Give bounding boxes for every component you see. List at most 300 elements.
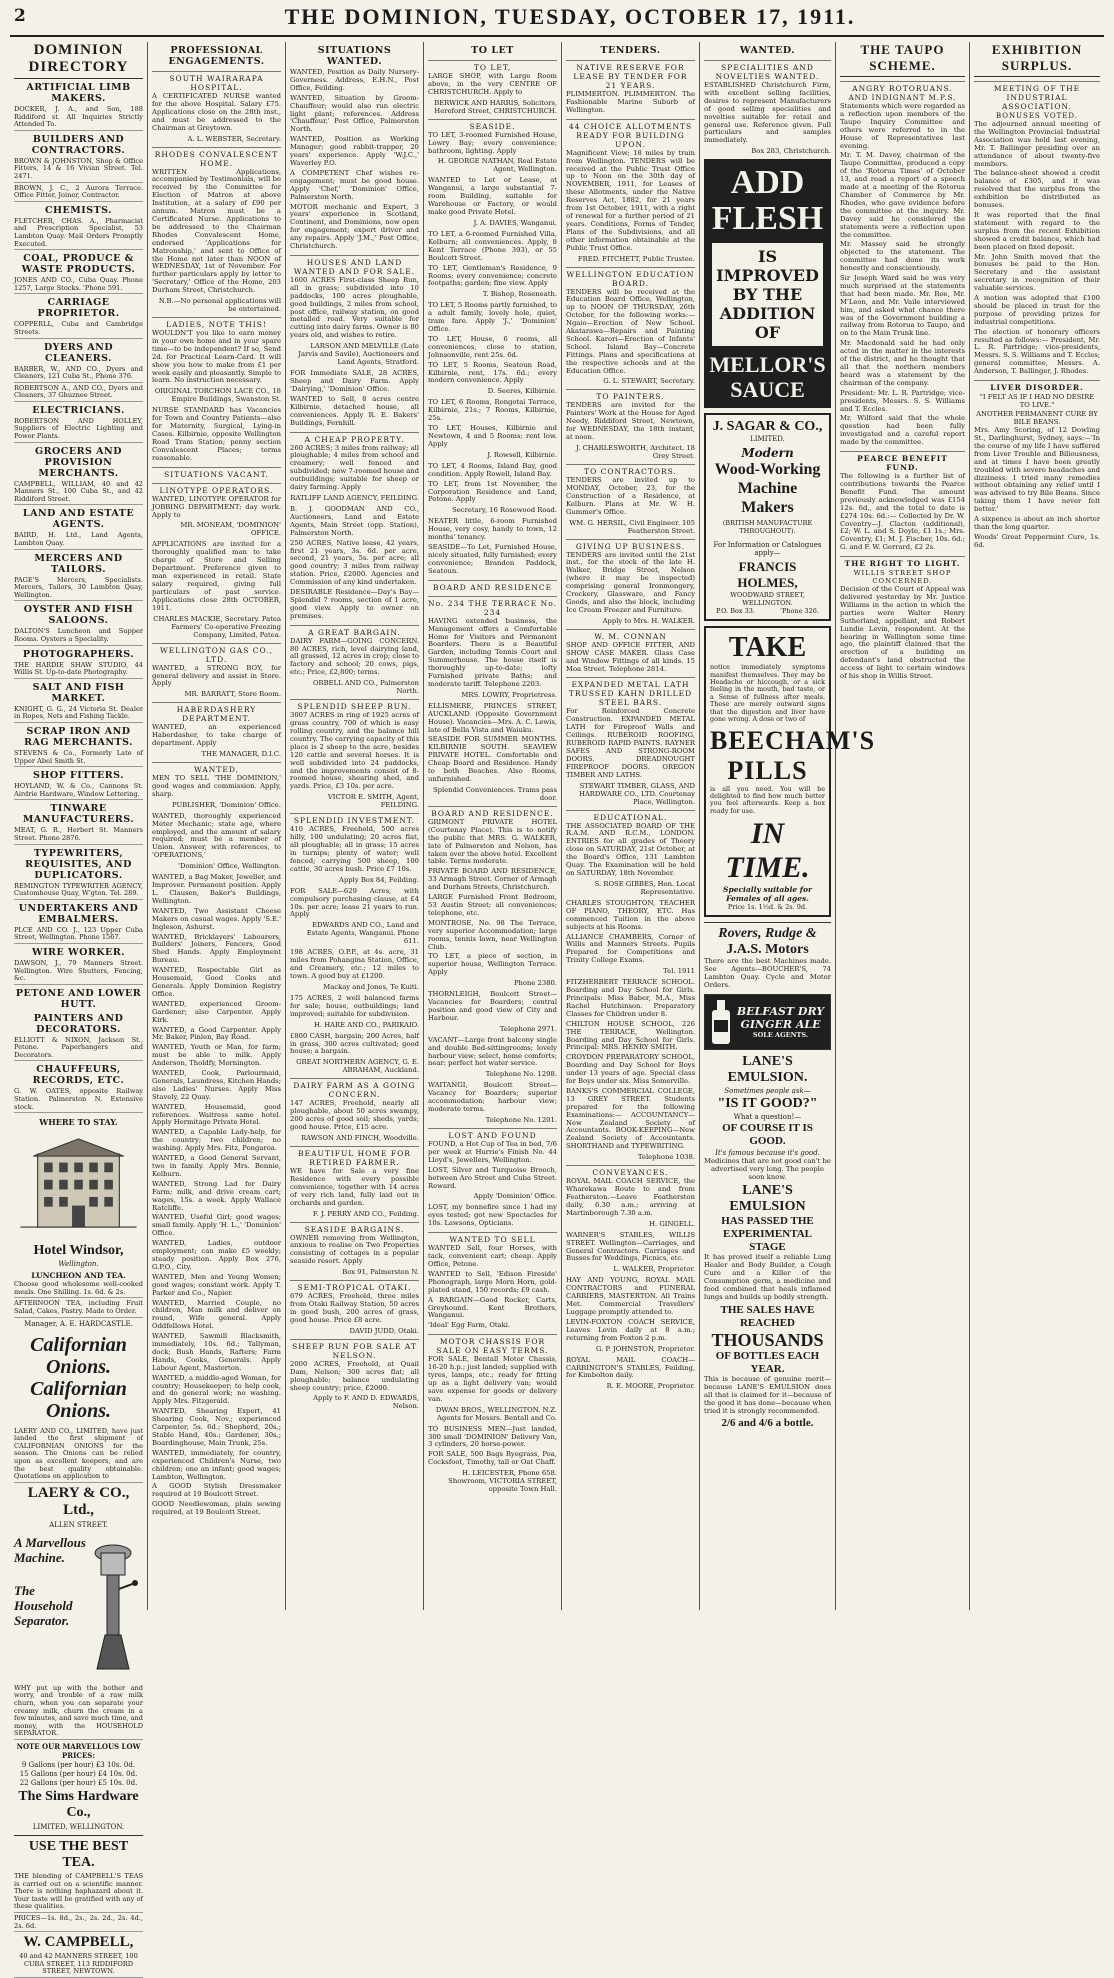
column-professional-engagements	[148, 42, 286, 1610]
article-paragraph: Statements which were regarded as a reflection upon members of the Taupo Inquiry Committee and others were referred to in the House of Representatives last evening.	[840, 102, 965, 150]
hotel-windsor-ad	[14, 1117, 143, 1267]
ad-text: THE ASSOCIATED BOARD OF THE R.A.M. AND R.C.M., LONDON. ENTRIES for all grades of Theory close on SATURDAY, 21st October, at the Board's Office, 131 Lambton Quay. The Examination will be held on SATURDAY, 18th November.	[566, 821, 695, 877]
ad-heading: SEASIDE BARGAINS.	[290, 1222, 419, 1234]
ad-text: THORNLEIGH, Boulcott Street—Vacancies for Boarders; central position and good view of City and Harbour.	[428, 990, 557, 1022]
directory-entry: BROWN & JOHNSTON, Shop & Office Fitters, 14 & 16 Vivian Street. Tel. 2471.	[14, 158, 143, 183]
directory-entry: G. W. OATES, opposite Railway Station. Palmerston N. Extensive stock.	[14, 1088, 143, 1113]
wanted-heading: WANTED.	[739, 45, 796, 56]
ad-signature: FRED. FITCHETT, Public Trustee.	[577, 254, 695, 263]
ad-text: WANTED, Respectable Girl as Housemaid, Good Cooks and Generals. Apply Dominion Registry Office.	[152, 966, 281, 998]
ad-heading: SITUATIONS VACANT.	[152, 467, 281, 479]
exhibition-sub2: BONUSES VOTED.	[995, 112, 1078, 120]
ad-signature: G. L. STEWART, Secretary.	[603, 377, 695, 386]
campbell-address: 40 and 42 MANNERS STREET, 100 CUBA STREET, 113 RIDDIFORD STREET, NEWTOWN.	[14, 1953, 143, 1978]
ad-text: MOTOR mechanic and Expert, 3 years' experience in Scotland, Continent, and Dominions, now open for engagement; expert driver and any repairs. Apply 'J.M.,' Post Office, Christchurch.	[290, 202, 419, 251]
pearce-text: The following is a further list of contributions towards the Pearce Benefit Fund. The amount previously acknowledged was £154 12s. 6d., and the total to date is £274 10s. 6d.:— Collected by Dr. W. Coventry—J. Clacton (additional), £2; W. L. and S. Doyle, £1 1s.; Mrs. Coventry, £1; M. J. Fischer, 10s. 6d.; G. and F. W. Gerrard, £2 2s.	[840, 472, 965, 552]
ad-text: TO LET, Houses, Kilbirnie and Newtown, 4 and 5 Rooms; rent low. Apply	[428, 424, 557, 448]
directory-section-heading: CHEMISTS.	[45, 204, 112, 216]
directory-section-heading: BUILDERS AND CONTRACTORS.	[31, 133, 126, 156]
take-heading: TAKE	[728, 632, 807, 664]
ad-text: CHARLES STOUGHTON, TEACHER OF PIANO, THEORY, ETC. Has commenced Tuition in the above subjects at his Rooms.	[566, 898, 695, 931]
ad-text: ROYAL MAIL COACH—CARRINGTON'S STABLES, Feilding, for Kimbolton daily.	[566, 1355, 695, 1380]
ad-heading: No. 234 THE TERRACE No. 234	[428, 596, 557, 617]
marvel-line5: Separator.	[14, 1612, 70, 1628]
price-line: 15 Gallons (per hour) £4 10s. 0d.	[19, 1769, 138, 1778]
hotel-building-illustration	[14, 1128, 143, 1238]
ad-text: WANTED, Ladies, outdoor employment; can make £5 weekly; steady position. Apply Box 276, G.P.O., City.	[152, 1239, 281, 1271]
ad-signature: H. LEICESTER, Phone 658. Showroom, VICTORIA STREET, opposite Town Hall.	[448, 1469, 557, 1494]
ad-heading: W. M. CONNAN	[566, 629, 695, 641]
ad-signature: MRS. LOWRY, Proprietress.	[461, 690, 557, 699]
directory-entry: DALTON'S Luncheon and Supper Rooms. Oysters a Speciality.	[14, 628, 143, 645]
ad-signature: 'Dominion' Office, Wellington.	[178, 862, 281, 871]
ad-heading: LOST AND FOUND	[428, 1128, 557, 1140]
column-situations-wanted	[286, 42, 424, 1610]
ad-text: WANTED, Housemaid, good references. Waitress same hotel. Apply Hermitage Private Hotel.	[152, 1102, 281, 1127]
sagar-agent: FRANCIS HOLMES,	[737, 559, 798, 591]
taupo-paragraphs	[840, 103, 965, 447]
ad-signature: H. GEORGE NATHAN, Real Estate Agent, Wellington.	[437, 157, 557, 174]
directory-section-heading: PETONE AND LOWER HUTT.	[15, 987, 142, 1010]
directory-entry: PAGE'S Mercers, Specialists. Mercers, Tailors, 30 Lambton Quay, Wellington.	[14, 577, 143, 602]
ad-text: ROYAL MAIL COACH SERVICE, the Wharekawa Route to and from Featherston.—Leave Featherston daily, 6.30 a.m.; arriving at Martinborough 7.30 a.m.	[566, 1177, 695, 1217]
article-paragraph: The adjourned annual meeting of the Wellington Provincial Industrial Association was held last evening, Mr. T. Ballinger presiding over an attendance of about twenty-five members.	[974, 120, 1100, 168]
directory-section-heading: UNDERTAKERS AND EMBALMERS.	[18, 902, 139, 925]
ad-signature: H. HARE AND CO., PARIKAIO.	[313, 1020, 419, 1029]
ad-text: DAIRY FARM—GOING CONCERN. 80 ACRES, rich, level dairying land, all grassed, 12 acres in crop; close to factory and school; 20 cows, pigs, etc.; Price, £2,800; terms.	[290, 636, 419, 677]
directory-section-heading: MERCERS AND TAILORS.	[34, 552, 123, 575]
ad-signature: STEWART TIMBER, GLASS, AND HARDWARE CO., LTD. Courtenay Place, Wellington.	[578, 781, 695, 806]
onions-line1: Californian Onions.	[30, 1333, 127, 1378]
ad-text: WANTED to Sell, 'Edison Fireside' Phonograph, large Morn Horn, gold-plated stand, 150 records; £9 cash.	[428, 1269, 557, 1294]
ad-text: £800 CASH, bargain; 200 Acres, half in grass, 300 acres cultivated; good house; a bargain.	[290, 1031, 419, 1056]
ad-text: FOR SALE, 500 Bags Ryegrass, Poa, Cocksfoot, Timothy, tall or Oat Chaff.	[428, 1450, 557, 1467]
liver-end: A sixpence is about an inch shorter than the long quarter.	[974, 515, 1100, 531]
ad-heading: EXPANDED METAL LATH TRUSSED KAHN DRILLED STEEL BARS.	[566, 677, 695, 707]
in-time: IN TIME.	[725, 817, 810, 885]
ad-text: TO LET, 5 Rooms partly furnished, to a adult family, lovely hole, quiet, tram fare. Apply 'J.,' 'Dominion' Office.	[428, 301, 557, 334]
ad-signature: Phone 2380.	[513, 979, 557, 988]
jas-motors: J.A.S. Motors	[726, 942, 809, 958]
liver-sub: "I FELT AS IF I HAD NO DESIRE TO LIVE."	[979, 393, 1095, 410]
directory-entry: THE HARDIE SHAW STUDIO, 44 Willis St. Up-to-date Photography.	[14, 662, 143, 679]
professional-engagements-heading: PROFESSIONAL ENGAGEMENTS.	[168, 45, 265, 67]
professional-ads	[152, 71, 281, 1517]
directory-entry: ROBERTSON AND HOLLEY, Suppliers of Electric Lighting and Power Plants.	[14, 418, 143, 443]
sauce-by-the: BY THE	[732, 285, 803, 305]
sauce-mellors: MELLOR'S	[709, 352, 826, 378]
ad-text: VACANT—Large front balcony single and double Bed-sittingrooms; lovely harbour view; select, home comforts; near; perfect hot water service.	[428, 1035, 557, 1068]
directory-entry: PLCE AND CO. J., 123 Upper Cuba Street, Wellington. Phone 1567.	[14, 927, 143, 944]
ad-signature: J. Rowsell, Kilbirnie.	[487, 450, 557, 459]
directory-entry: ELLIOTT & NIXON, Jackson St., Petone. Paperhangers and Decorators.	[14, 1037, 143, 1062]
ad-text: CROYDON PREPARATORY SCHOOL, Boarding and Day School for Boys under 13 years of age. Special class for Boys under six. Miss Somerville.	[566, 1053, 695, 1086]
ad-text: WANTED, Bricklayers' Labourers, Builders' Joiners, Fencers, Good Shed Hands. Apply Employment Bureau.	[152, 932, 281, 965]
marvel-line3: The	[14, 1582, 35, 1598]
sagar-contacts	[710, 607, 825, 615]
directory-section-heading: OYSTER AND FISH SALOONS.	[23, 604, 134, 627]
sagar-british: (BRITISH MANUFACTURE THROUGHOUT).	[722, 519, 813, 536]
hotel-where-to-stay: WHERE TO STAY.	[39, 1117, 118, 1128]
ad-signature: Secretary, 16 Rosewood Road.	[452, 506, 557, 515]
sims-hardware: The Sims Hardware Co.,	[18, 1788, 139, 1820]
ad-heading: BEAUTIFUL HOME FOR RETIRED FARMER.	[290, 1146, 419, 1167]
lanes-title: LANE'S EMULSION.	[727, 1053, 808, 1085]
ad-text: ALLIANCE CHAMBERS, Corner of Willis and Manners Streets. Pupils Prepared for Competitions and Trinity College Exams.	[566, 932, 695, 965]
ad-signature: Telephone No. 1298.	[485, 1070, 557, 1079]
ad-text: TO LET, 5 Rooms, Seatoun Road, Kilbirnie, rent, 17s. 6d.; every modern convenience. Apply	[428, 360, 557, 385]
ad-text: 679 ACRES, Freehold, three miles from Otaki Railway Station, 50 acres in good bush, 200 acres of grass, good house. Price £8 acre.	[290, 1292, 419, 1324]
lanes-thousands: THOUSANDS	[711, 1329, 824, 1350]
ad-heading: A CHEAP PROPERTY.	[290, 432, 419, 444]
ad-text: 198 ACRES, O.P.P., at 4s. acre, 31 miles from Pohangina Station, Office, and Creamery, etc.; 12 miles to town. A good buy at £1200.	[290, 948, 419, 981]
ad-text: FOR SALE, Bentall Motor Chassis, 16-20 h.p.; just landed; supplied with tyres, lamps, etc.; ready for fitting up as a light delivery van; would save expense for goods or delivery van.	[428, 1355, 557, 1403]
ad-signature: Splendid Conveniences. Trams pass door.	[432, 785, 557, 802]
situations-ads	[290, 69, 419, 1410]
lanes-medicines: Medicines that are not good can't be advertised very long. The people soon know.	[704, 1156, 831, 1181]
ad-text: GOOD Needlewoman, plain sewing required, at 19 Boulcott Street.	[152, 1500, 281, 1517]
ad-text: 175 ACRES, 2 well balanced farms for sale; house, outbuildings; land improved; suitable for subdivision.	[290, 993, 419, 1018]
rovers-text: There are the best Machines made. See Agents—BOUCHER'S, 74 Lambton Quay. Cycle and Motor Orders.	[704, 957, 831, 989]
ad-text: B. J. GOODMAN AND CO., Auctioneers, Land and Estate Agents, Main Street (opp. Station), Palmerston North.	[290, 504, 419, 537]
pearce-heading: PEARCE BENEFIT FUND.	[840, 451, 965, 472]
specialities-heading: SPECIALITIES AND NOVELTIES WANTED.	[704, 60, 831, 81]
directory-entry: BROWN, J. C., 2 Aurora Terrace. Office Fitter, Joiner, Contractor.	[14, 185, 143, 202]
beechams-pills-ad	[704, 626, 876, 917]
onions-text: LAERY AND CO., LIMITED, have just landed the first shipment of CALIFORNIAN ONIONS for the season. The Onions can be relied upon as excellent keepers, and are the best quality obtainable. Quotations on application to	[14, 1428, 143, 1483]
taupo-sub2: AND INDIGNANT M.P.S.	[848, 94, 957, 102]
ad-heading: WANTED TO SELL	[428, 1232, 557, 1244]
directory-section-heading: SHOP FITTERS.	[32, 770, 125, 782]
right-to-light-heading: THE RIGHT TO LIGHT.	[840, 556, 965, 568]
directory-section-heading: DYERS AND CLEANERS.	[43, 341, 114, 364]
ad-text: TENDERS are invited until the 21st inst., for the stock of the late H. Walker, Bridge Street, Nelson (where it may be inspected) comprising general Ironmongery, Crockery, Glassware, and Fancy Goods, and also the block, including Ice Cream Freezer and Furniture.	[566, 550, 695, 614]
ad-text: 3007 ACRES in ring of 1925 acres of grass country, 700 of which is easy rolling country, and the balance hill country. The carrying capacity of this place is 2 sheep to the acre, besides 120 cattle and several horses. It is well subdivided into 24 paddocks, and the improvements consist of 8-roomed house, shearing shed, and yards. Price, £3 10s. per acre.	[290, 711, 419, 791]
article-paragraph: President: Mr. L. R. Partridge; vice-presidents, Messrs. S. S. Williams and T. Eccles.	[840, 388, 965, 413]
beechams-boxes: Price 1s. 1½d. & 2s. 9d.	[727, 903, 808, 912]
separator-prices	[14, 1761, 143, 1787]
ad-text: TENDERS are invited for the Painters' Work at the House for Aged Needy, Riddiford Street, Newtown, for WEDNESDAY, the 18th instant, at noon.	[566, 401, 695, 442]
ad-text: 410 ACRES, Freehold, 500 acres hilly, 100 undulating; 20 acres flat, all ploughable; all in grass; 15 acres in turnips; plenty of water; well fenced; carrying 500 sheep, 100 cattle, 30 acres bush. Price £7 10s.	[290, 825, 419, 873]
ad-text: WANTED, a Capable Lady-help, for the country; two children; no washing. Apply Mrs. Fitz, Pongaroa.	[152, 1128, 281, 1153]
take-text: notice immediately symptoms manifest themselves. They may be Headache or hiccough, or a sick feeling in the mouth, bad taste, or a Sense of fullness after meals. These are merely outward signs that the digestion and liver have gone wrong. A dose or two of	[710, 663, 825, 724]
ad-text: TO LET, a 6-roomed Furnished Villa, Kelburn; all conveniences. Apply, 8 Kent Terrace (Phone 393), or 55 Boulcott Street.	[428, 229, 557, 262]
ad-text: NEATER little, 6-room Furnished House, very cosy, handy to town, 12 months' tenancy.	[428, 517, 557, 542]
ad-text: TENDERS are invited up to MONDAY, October, 23, for the Construction of a Residence, at Kelburn. Plans at Mr. W. H. Gummer's Office.	[566, 476, 695, 516]
ad-text: SEASIDE FOR SUMMER MONTHS. KILBIRNIE SOUTH. SEAVIEW PRIVATE HOTEL. Comfortable and Cheap Board and Residence. Handy to both Beaches. Also Rooms, unfurnished.	[428, 735, 557, 783]
page-number: 2	[14, 6, 26, 26]
directory-title: DOMINION DIRECTORY	[14, 42, 143, 79]
column-taupo-scheme	[836, 42, 970, 1610]
ad-text: WANTED, a Good Carpenter. Apply Mr. Baker, Pinlen, Bay Road.	[152, 1025, 281, 1042]
ad-signature: LARSON AND MELVILLE (Late Jarvis and Savile), Auctioneers and Land Agents, Stratford.	[298, 342, 419, 367]
laery-address: ALLEN STREET.	[49, 1520, 108, 1529]
ad-text: FOR Immediate SALE, 28 ACRES, Sheep and Dairy Farm. Apply 'Dairying,' 'Dominion' Office.	[290, 369, 419, 393]
ad-signature: F. J. PERRY AND CO., Feilding.	[312, 1209, 419, 1218]
tea-heading: USE THE BEST TEA.	[14, 1835, 143, 1871]
lanes-bottles: OF BOTTLES EACH YEAR.	[715, 1349, 820, 1375]
ad-heading: GIVING UP BUSINESS.	[566, 539, 695, 551]
taupo-sub1: ANGRY ROTORUANS.	[840, 81, 965, 93]
separator-text: WHY put up with the bother and worry, and trouble of a raw milk churn, when you can separate your creamy milk, churn the cream in a few minutes, and save much time, and money, with the HOUSEHOLD SEPARATOR.	[14, 1685, 143, 1740]
ad-text: For Reinforced Concrete Construction. EXPANDED METAL LATH for Fireproof Walls and Ceilings. RUBEROID ROOFING, RUBEROID RAPID PAINTS. RAYNER SAFES AND STRONG-ROOM DOORS. DREADNOUGHT FIREPROOF DOORS. OREGON TIMBER AND LATHS.	[566, 707, 695, 779]
ad-text: BANKS'S COMMERCIAL COLLEGE, 13 GREY STREET. Students prepared for the following Examinations:— ACCOUNTANCY—New Zealand Society of Accountants. BOOK-KEEPING—New Zealand Society of Accountants. SHORTHAND and TYPEWRITING.	[566, 1086, 695, 1151]
ad-signature: ORIGINAL TORCHON LACE CO., 18 Empire Buildings, Swanston St.	[154, 387, 281, 404]
ad-text: TO LET, Gentleman's Residence, 9 Rooms; every convenience; concrete footpaths; garden; fine view. Apply	[428, 263, 557, 288]
directory-section-heading: CHAUFFEURS, RECORDS, ETC.	[32, 1064, 125, 1087]
lanes-sales: THE SALES HAVE REACHED	[720, 1303, 815, 1329]
ad-signature: PUBLISHER, 'Dominion' Office.	[171, 800, 281, 809]
sagar-phone: 'Phone 326.	[780, 607, 819, 616]
ad-text: LARGE SHOP, with Large Room above, in the very CENTRE OF CHRISTCHURCH. Apply to	[428, 72, 557, 96]
directory-section-heading: ARTIFICIAL LIMB MAKERS.	[26, 82, 131, 104]
ad-signature: Telephone 2971.	[499, 1024, 557, 1033]
ad-signature: RATLIFF LAND AGENCY, FEILDING.	[290, 493, 419, 502]
ad-text: PRIVATE BOARD AND RESIDENCE, 33 Armagh Street. Corner of Armagh and Durham Streets, Christchurch.	[428, 867, 557, 892]
ad-text: LARGE Furnished Front Bedroom, 53 Austin Street; all conveniences; telephone, etc.	[428, 893, 557, 917]
ad-text: WANTED, Men and Young Women; good wages; constant work. Apply T. Parker and Co., Napier.	[152, 1272, 281, 1297]
ad-text: WANTED, a Bag Maker, Jeweller, and Improver. Permanent position. Apply L. Clausen, Baker's Buildings, Wellington.	[152, 873, 281, 905]
hotel-line1: Choose good wholesome well-cooked meals. One Shilling. 1s. 6d. & 2s.	[14, 1281, 143, 1298]
ad-text: WANTED, LINOTYPE OPERATOR for JOBBING DEPARTMENT; day work. Apply to	[152, 494, 281, 519]
bottle-icon	[708, 998, 734, 1046]
ad-heading: WELLINGTON GAS CO., LTD.	[152, 643, 281, 664]
price-line: 22 Gallons (per hour) £5 10s. 0d.	[19, 1778, 138, 1787]
ad-text: WANTED Sell, four Horses, with tack, convenient cart; cheap. Apply Office, Petone.	[428, 1244, 557, 1268]
marvel-line1: A Marvellous	[14, 1534, 86, 1550]
ad-text: WANTED, Sawmill Blacksmith, immediately, 10s. 6d.; Tallyman, dock; Bush Hands, Rafters; Farm Hands, Cooks, Generals. Apply Labour Agent, Masterton.	[152, 1332, 281, 1372]
ad-text: WANTED, an experienced Haberdasher, to take charge of department. Apply	[152, 723, 281, 748]
right-to-light-text: Decision of the Court of Appeal was delivered yesterday by Mr. Justice Williams in the action in which the parties were Walter Henry Sutherland, appellant, and Robert Lundie Levin, respondent. At the hearing in Wellington some time ago, the plaintiff claimed that the erection of a building on defendant's land obstructed the access of light to certain windows of his shop in Willis Street.	[840, 585, 965, 681]
ad-heading: A GREAT BARGAIN.	[290, 625, 419, 637]
ad-text: A CERTIFICATED NURSE wanted for the above Hospital. Salary £75. Applications close on the 28th inst., and must be addressed to the Chairman at Greytown.	[152, 92, 281, 132]
directory-entry: STEVENS & Co., Formerly Late of Upper Abel Smith St.	[14, 750, 143, 767]
ad-text: WE have for Sale a very fine Residence with every possible convenience, together with 14 acres of very rich land, fully laid out in orchards and garden.	[290, 1167, 419, 1207]
ad-signature: Apply to Mrs. H. WALKER.	[602, 616, 695, 625]
ad-signature: N.B.—No personal applications will be entertained.	[158, 297, 281, 314]
ad-text: WANTED, Useful Girl; good wages; small family. Apply 'H. L.,' 'Dominion' Office.	[152, 1213, 281, 1238]
sagar-machine-ad	[704, 413, 831, 621]
ad-heading: SEASIDE.	[428, 119, 557, 131]
ad-text: 2000 ACRES, Freehold, at Quail Dam, Nelson; 300 acres flat; all ploughable; balance undulating sheep country; price, £2000.	[290, 1359, 419, 1392]
ad-text: LOST, my bonnefire since I had my eyes tested; got new Spectacles for 10s. Lawsons, Opticians.	[428, 1203, 557, 1228]
directory-entry: DAWSON, J., 79 Manners Street. Wellington. Wire Shutters, Fencing, &c.	[14, 960, 143, 985]
ad-signature: MR. BARRATT, Store Room.	[184, 690, 281, 699]
column-wanted-ads	[700, 42, 876, 1610]
marvel-line4: Household	[14, 1597, 73, 1613]
ad-signature: Apply to F. AND D. EDWARDS, Nelson.	[313, 1394, 419, 1411]
lanes-proved: It has proved itself a reliable Lung Healer and Body Builder, a Cough Cure and a Killer of the Consumption germ, a medicine and food combined that heals inflamed lungs and builds up bodily strength.	[704, 1253, 831, 1301]
ad-text: CHILTON HOUSE SCHOOL, 226 THE TERRACE, Wellington. Boarding and Day School for Girls. Principal: MRS. HENRY SMITH.	[566, 1019, 695, 1052]
ad-signature: Telephone 1038.	[637, 1153, 695, 1162]
ad-text: WANTED, Situation by Groom-Chauffeur; would also run electric light plant; references. Address 'Chauffeur,' Post Office, Palmerston North.	[290, 93, 419, 134]
laery-name: LAERY & CO., Ltd.,	[27, 1484, 130, 1518]
ad-text: A BARGAIN—Good Rocker, Carts, Greyhound. Kent Brothers, Wanganui.	[428, 1295, 557, 1320]
ad-signature: RAWSON AND FINCH, Woodville.	[301, 1134, 419, 1142]
lanes-name: LANE'S EMULSION	[729, 1183, 806, 1215]
ad-text: WANTED, Youth or Man, for farm; must be able to milk. Apply Anderson, Tholdfy, Mornington.	[152, 1043, 281, 1068]
ad-heading: RHODES CONVALESCENT HOME.	[152, 147, 281, 168]
ad-text: GRIMONT PRIVATE HOTEL (Courtenay Place). This is to notify the public that MRS. G. WALKER, late of Palmerston and Nelson, has taken over the above hotel. Excellent table. Terms moderate.	[428, 817, 557, 866]
directory-entry: CAMPBELL, WILLIAM, 40 and 42 Manners St., 100 Cuba St., and 42 Riddiford Street.	[14, 481, 143, 506]
ginger-line2: GINGER ALE	[740, 1017, 821, 1031]
sims-sub: LIMITED, WELLINGTON.	[32, 1822, 125, 1831]
sagar-machine-makers: Machine Makers	[737, 480, 798, 517]
column-exhibition-surplus	[970, 42, 1104, 1610]
ad-text: WANTED, experienced Groom-Gardener; also Carpenter. Apply Kirk.	[152, 999, 281, 1024]
ad-text: WANTED, Two Assistant Cheese Makers on casual wages. Apply 'S.E.' Ingleson, Ashurst.	[152, 906, 281, 931]
lanes-famous: It's famous because it's good.	[715, 1148, 820, 1157]
directory-entry: HOYLAND, W. & Co., Cannons St. Airdrie Hardware, Window Lettering.	[14, 783, 143, 800]
lanes-question: What a question!—	[733, 1112, 802, 1121]
ad-heading: 44 CHOICE ALLOTMENTS READY FOR BUILDING UPON.	[566, 119, 695, 149]
sauce-of: OF	[754, 323, 781, 343]
ad-text: WANTED to Sell, 8 acres centre Kilbirnie, detached house, all conveniences. Apply R. E. Bakers' Buildings, Fernhill.	[290, 394, 419, 427]
ad-heading: SOUTH WAIRARAPA HOSPITAL.	[152, 71, 281, 92]
ad-text: WANTED, a middle-aged Woman, for country; Housekeeper; to help cook, and do general work; no washing. Apply Mrs. Fitzgerald.	[152, 1373, 281, 1406]
exhibition-heading: EXHIBITION SURPLUS.	[974, 42, 1100, 77]
hotel-line2: AFTERNOON TEA, including Fruit Salad, Cakes, Pastry. Made to Order.	[14, 1300, 143, 1317]
ad-heading: SPLENDID INVESTMENT.	[290, 813, 419, 825]
ad-text: 260 ACRES; 3 miles from railway; all ploughable; 4 miles from school and creamery; well fenced and subdivided; new 7-roomed house and outbuildings; suitable for sheep or dairy farming. Apply	[290, 443, 419, 492]
tea-prices: PRICES—1s. 8d., 2s., 2s. 2d., 2s. 4d., 2s. 6d.	[14, 1915, 143, 1932]
ad-signature: L. WALKER, Proprietor.	[613, 1265, 695, 1274]
ad-signature: MR. MONEAM, 'DOMINION' OFFICE.	[180, 521, 281, 538]
ad-heading: CONVEYANCES.	[566, 1165, 695, 1177]
directory-section-heading: ELECTRICIANS.	[32, 404, 125, 416]
ad-text: LEVIN-FOXTON COACH SERVICE, Leaves Levin daily at 8 a.m.; returning from Foxton 2 p.m.	[566, 1317, 695, 1342]
ad-text: TO LET, House, 6 rooms, all conveniences, close to station, Johnsonville, rent 25s. 6d.	[428, 334, 557, 359]
ad-heading: TO CONTRACTORS.	[566, 464, 695, 476]
ad-signature: J. A. DAVIES, Wanganui.	[473, 218, 557, 227]
ad-text: Magnificent View; 18 miles by train from Wellington. TENDERS will be received at the Public Trust Office up to Noon on the 30th day of NOVEMBER, 1911, for Leases of these Allotments, under the Native Reserves Act, 1882, for 21 years from 1st October, 1911, with a right of renewal for a further period of 21 years. Conditions, Forms of Tender, Plans of the Subdivisions, and all other information obtainable at the Public Trust Office.	[566, 148, 695, 252]
directory-section-heading: PAINTERS AND DECORATORS.	[33, 1012, 124, 1035]
ad-signature: D. Seeres, Kilbirnie.	[487, 387, 557, 396]
lanes-price: 2/6 and 4/6 a bottle.	[721, 1417, 814, 1430]
sauce-sauce: SAUCE	[730, 377, 805, 403]
ad-heading: HABERDASHERY DEPARTMENT.	[152, 702, 281, 723]
ad-signature: ORBELL AND CO., Palmerston North.	[312, 679, 419, 696]
article-paragraph: Mr. Wilford said that the whole question had been fully investigated and a careful report made by the committee.	[840, 414, 965, 447]
lanes-experimental: EXPERIMENTAL STAGE	[722, 1228, 813, 1254]
ad-text: WANTED, Position as Working Manager; good rabbit-trapper, 20 years' experience. Apply 'W.J.C.,' Waverley P.O.	[290, 135, 419, 167]
ad-text: NURSE STANDARD has Vacancies for Town and Country Patients—also for Maternity, Surgical, Lying-in Cases. Kilbirnie, opposite Wellington Road Tram Station; penny section Convalescent Places; terms reasonable.	[152, 406, 281, 462]
ad-signature: VICTOR E. SMITH, Agent, FEILDING.	[327, 793, 419, 810]
hotel-lunch: LUNCHEON AND TEA.	[31, 1271, 126, 1281]
to-let-ads	[428, 60, 557, 1493]
right-to-light-sub: WILLIS STREET SHOP CONCERNED.	[853, 569, 952, 586]
marvel-line2: Machine.	[14, 1549, 65, 1565]
article-paragraph: A motion was adopted that £100 should be placed in trust for the purpose of providing prizes for industrial competitions.	[974, 294, 1100, 326]
specialities-sig: Box 283, Christchurch.	[751, 147, 831, 156]
ad-text: WANTED, a STRONG BOY, for general delivery and assist in Store. Apply	[152, 663, 281, 688]
ad-signature: G. P. JOHNSTON, Proprietor.	[596, 1344, 695, 1353]
directory-entry: JONES AND CO., Cuba Quay. Phone 1257, Large Stocks. 'Phone 591.	[14, 277, 143, 294]
ad-heading: LINOTYPE OPERATORS.	[152, 483, 281, 495]
ad-text: WANTED, Shearing Expert, 41 Shearing Cook, Nov.; experienced Carpenter, 5s. 6d.; Shepherd, 20s.; Stable Hand, 40s.; Gardener, 30s.; Boardinghouse, Main Trunk, 25s.	[152, 1407, 281, 1447]
directory-entry: ROBERTSON A., AND CO., Dyers and Cleaners, 37 Ghuznee Street.	[14, 385, 143, 402]
sauce-flesh: FLESH	[711, 200, 824, 238]
ad-text: DESIRABLE Residence—Day's Bay—Splendid 7 rooms, section of 1 acre, good view. Apply to owner on premises.	[290, 588, 419, 620]
mellors-sauce-ad	[704, 159, 831, 408]
lanes-passed: HAS PASSED THE	[721, 1215, 814, 1228]
lanes-merit: This is because of genuine merit—because LANE'S EMULSION does all that is claimed for it—because of the good it has done—because when tried it is strongly recommended.	[704, 1374, 831, 1415]
ad-heading: NATIVE RESERVE FOR LEASE BY TENDER FOR 21 YEARS.	[566, 60, 695, 90]
campbell-name: W. CAMPBELL,	[23, 1934, 134, 1951]
ad-text: SEASIDE—To Let, Furnished House, nicely situated, fully furnished; every convenience; Brandon Paddock, Seatoun.	[428, 543, 557, 575]
article-paragraph: Sir Joseph Ward said he was very much surprised at the statements that had been made. Mr. Roe, Mr. M'Leon, and Mr. Vaile interviewed him, and asked what chance there was of the Government building a railway from Rotorua to Taupo, and on to the Main Trunk line.	[840, 274, 965, 338]
ad-signature: R. E. MOORE, Proprietor.	[606, 1382, 695, 1391]
ad-text: SHOP AND OFFICE FITTER, AND SHOW CASE MAKER. Glass Case and Window Fittings of all kinds. 15 Moa Street. Telephone 2814.	[566, 640, 695, 673]
ad-text: MONTROSE, No. 98 The Terrace, very superior Accommodation; large rooms, tennis lawn, near Wellington Club.	[428, 918, 557, 951]
ginger-line3: SOLE AGENTS.	[752, 1030, 809, 1039]
ad-text: HAVING extended business, the Management offers a Comfortable Home for Visitors and Permanent Boarders. There is a Beautiful Garden, including Tennis Court and Summerhouse. The house itself is thoroughly up-to-date; lofty Furnished private Baths; and moderate tariff. Telephone 2203.	[428, 616, 557, 688]
ad-text: FOR SALE—629 Acres, with compulsory purchasing clause, at £4 10s. per acre; lease 21 years to run. Apply	[290, 886, 419, 919]
ad-signature: H. GINGELL.	[649, 1219, 695, 1228]
directory-section-heading: COAL, PRODUCE & WASTE PRODUCTS.	[21, 253, 136, 276]
sauce-addition: ADDITION	[719, 304, 816, 324]
ad-text: WANTED, Position as Daily Nursery-Governess. Address, E.H.N., Post Office, Feilding.	[290, 68, 419, 92]
ad-text: PLIMMERTON. PLIMMERTON. The Fashionable Marine Suburb of Wellington.	[566, 90, 695, 114]
masthead	[0, 0, 1114, 40]
page-columns	[10, 42, 1104, 1976]
situations-wanted-heading: SITUATIONS WANTED.	[317, 45, 392, 67]
masthead-rule	[10, 35, 1104, 37]
ad-text: 147 ACRES, Freehold, nearly all ploughable, about 50 acres swampy, 200 acres of good soil; sheds, yards; good house. Price, £15 acre.	[290, 1099, 419, 1132]
ad-heading: WELLINGTON EDUCATION BOARD.	[566, 267, 695, 288]
ad-text: WAITANGI, Boulcott Street—Vacancy for Boarders; superior accommodation; harbour view; moderate terms.	[428, 1081, 557, 1114]
ad-signature: Apply 'Dominion' Office.	[473, 1192, 557, 1201]
sagar-box: P.O. Box 33.	[716, 607, 755, 616]
directory-section-heading: TINWARE MANUFACTURERS.	[22, 803, 135, 826]
directory-section-heading: LAND AND ESTATE AGENTS.	[22, 508, 135, 531]
article-paragraph: Mr. Macdonald said he had only acted in the matter in the interests of the district, and he thought that all that the northern members heard was a statement by the chairman of the company.	[840, 339, 965, 387]
ginger-line1: BELFAST DRY	[736, 1004, 825, 1018]
beechams-females: Specially suitable for Females of all ages.	[723, 885, 812, 904]
directory-section-heading: TYPEWRITERS, REQUISITES, AND DUPLICATORS.	[25, 847, 132, 881]
ad-heading: MOTOR CHASSIS FOR SALE ON EASY TERMS.	[428, 1334, 557, 1355]
ad-signature: Mackay and Jones, Te Kuiti.	[323, 982, 419, 991]
hotel-name: Hotel Windsor,	[33, 1243, 124, 1259]
ad-signature: Telephone No. 1201.	[485, 1116, 557, 1124]
directory-section-heading: WIRE WORKER.	[31, 946, 126, 958]
woods-peppermint: Woods' Great Peppermint Cure, 1s. 6d.	[974, 532, 1100, 549]
sagar-limited: LIMITED.	[750, 435, 785, 444]
article-paragraph: Mr. Massey said he strongly objected to the statement. The committee had done its work honestly and conscientiously.	[840, 240, 965, 273]
ad-heading: EDUCATIONAL.	[566, 810, 695, 822]
sagar-name: J. SAGAR & CO.,	[712, 419, 823, 435]
sagar-info: For Information or Catalogues apply—	[713, 541, 822, 558]
ad-signature: J. CHARLESWORTH, Architect. 18 Grey Street.	[576, 444, 695, 460]
liver-text: Mrs. Amy Scoring, of 12 Dowling St., Darlinghurst, Sydney, says:—'In the course of my life I have suffered from Liver Trouble and Biliousness, and at times I have been greatly troubled with severe headaches and dizziness. I tried many remedies without obtaining any relief until I was advised to try Bile Beans. Since taking them I have never felt better.'	[974, 426, 1100, 514]
sauce-is: IS	[757, 247, 778, 267]
directory-entry: FLETCHER, CHAS. A., Pharmacist and Prescription Specialist, 53 Lambton Quay. Mail Orders Promptly Executed.	[14, 218, 143, 250]
sauce-white-panel	[712, 243, 823, 346]
lanes-is-it-good: "IS IT GOOD?"	[717, 1095, 818, 1111]
liver-heading: LIVER DISORDER.	[974, 380, 1100, 392]
beechams-name: BEECHAM'S PILLS	[710, 725, 876, 785]
ad-signature: Tel. 1911	[663, 967, 695, 976]
ad-text: TO BUSINESS MEN—Just landed, 300 small 'DOMINION' Delivery Van, 3 cylinders, 20 horse-power.	[428, 1424, 557, 1449]
ad-signature: Box 91, Palmerston N.	[342, 1268, 419, 1277]
sauce-improved: IMPROVED	[716, 266, 819, 286]
prices-note: NOTE OUR MARVELLOUS LOW PRICES:	[16, 1741, 141, 1760]
taupo-heading: THE TAUPO SCHEME.	[840, 42, 965, 77]
ad-text: HAY AND YOUNG, ROYAL MAIL CONTRACTORS and FUNERAL CARRIERS, MASTERTON. All Trains Met. Commercial Travellers' Luggage promptly attended to.	[566, 1276, 695, 1316]
ad-text: TO LET, 3-roomed Furnished House, Lowry Bay; every convenience; bathroom, lighting. Apply	[428, 130, 557, 155]
ad-text: LOST, Silver and Turquoise Brooch, between Aro Street and Cuba Street. Reward.	[428, 1165, 557, 1190]
ad-text: WANTED to Let or Lease, at Wanganui, a large substantial 7-room Building, suitable for Warehouse or Factory, or would make good Private Hotel.	[428, 176, 557, 217]
